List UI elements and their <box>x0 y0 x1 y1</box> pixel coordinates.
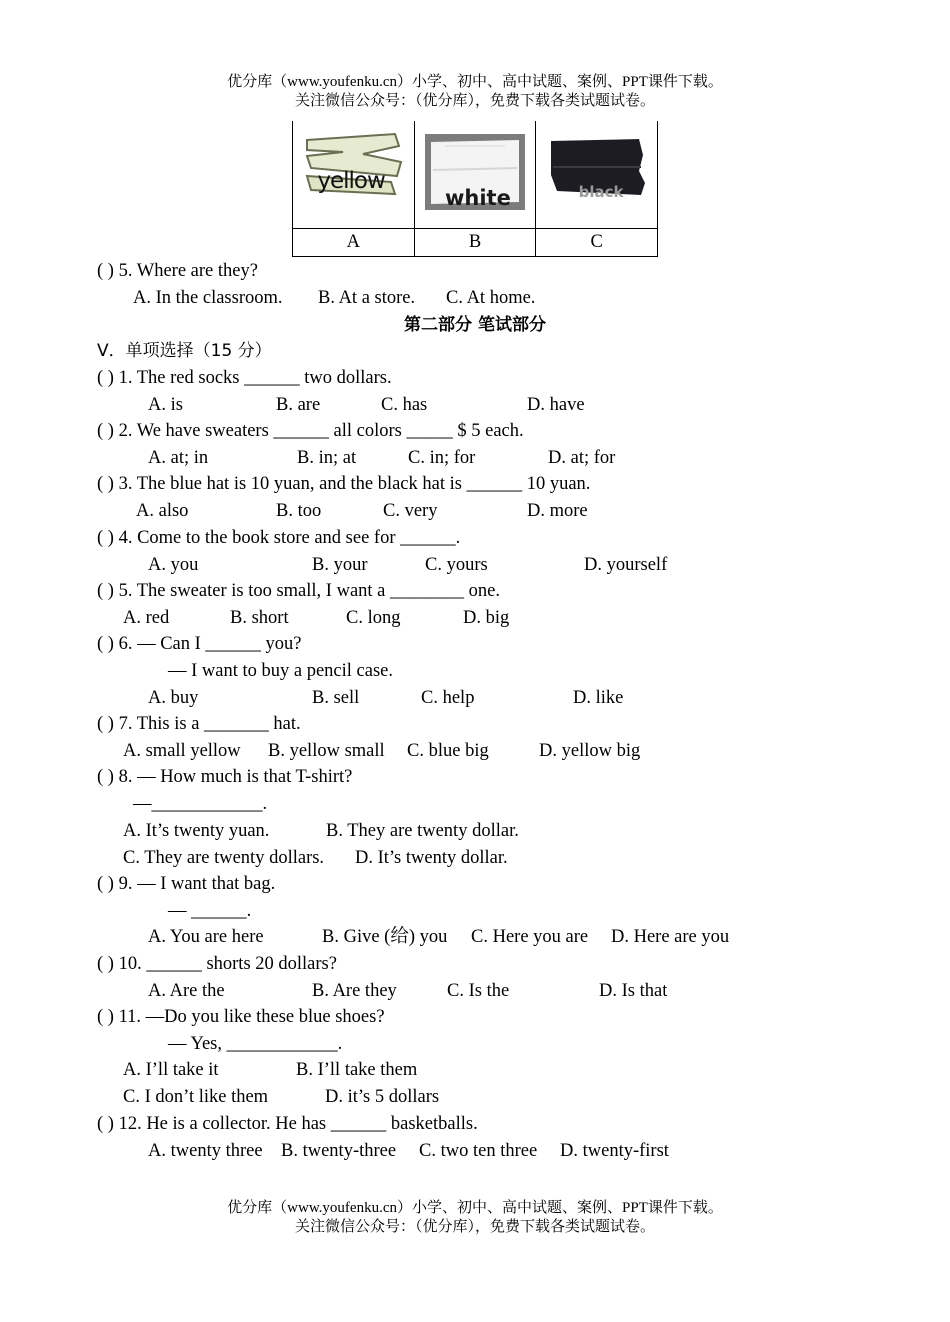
picture-label-a: A <box>293 229 415 257</box>
option-a: A. small yellow <box>123 741 241 761</box>
caption-black: black <box>578 183 624 201</box>
option-b: B. twenty-three <box>281 1141 397 1161</box>
option-c: C. two ten three <box>419 1141 538 1161</box>
option-c: C. They are twenty dollars. <box>123 848 325 868</box>
option-c: C. help <box>421 688 475 708</box>
option-c: C. I don’t like them <box>123 1087 269 1107</box>
option-a: A. is <box>148 395 183 415</box>
option-a: A. twenty three <box>148 1141 263 1161</box>
question-5-stem: ( ) 5. The sweater is too small, I want a ________ one. <box>97 581 500 601</box>
page-footer <box>0 1199 950 1237</box>
option-c: C. blue big <box>407 741 489 761</box>
picture-label-c: C <box>536 229 658 257</box>
page-header <box>0 73 950 111</box>
option-d: D. Here are you <box>611 927 730 947</box>
question-6-stem: ( ) 6. — Can I ______ you? <box>97 634 302 654</box>
clothes-picture-table <box>292 121 658 257</box>
yellow-pants-icon <box>303 132 403 212</box>
option-b: B. your <box>312 555 368 575</box>
question-10-stem: ( ) 10. ______ shorts 20 dollars? <box>97 954 337 974</box>
option-a: A. In the classroom. <box>133 288 283 308</box>
option-d: D. yourself <box>584 555 668 575</box>
option-a: A. buy <box>148 688 199 708</box>
option-a: A. red <box>123 608 170 628</box>
option-b: B. Are they <box>312 981 397 1001</box>
header-line-1: 优分库（www.youfenku.cn）小学、初中、高中试题、案例、PPT课件下载。 <box>227 74 723 90</box>
section-five-heading: Ⅴ．单项选择（15 分） <box>97 341 272 361</box>
footer-line-2: 关注微信公众号：（优分库），免费下载各类试题试卷。 <box>294 1219 655 1235</box>
option-d: D. more <box>527 501 588 521</box>
option-a: A. Are the <box>148 981 225 1001</box>
caption-white: white <box>444 186 511 210</box>
option-d: D. Is that <box>599 981 668 1001</box>
option-c: C. At home. <box>446 288 536 308</box>
option-b: B. yellow small <box>268 741 385 761</box>
picture-cell-a <box>293 121 415 229</box>
option-c: C. has <box>381 395 428 415</box>
option-b: B. They are twenty dollar. <box>326 821 519 841</box>
black-pants-icon <box>547 137 647 207</box>
option-d: D. have <box>527 395 585 415</box>
option-a: A. also <box>136 501 189 521</box>
picture-label-b: B <box>414 229 536 257</box>
option-c: C. Here you are <box>471 927 589 947</box>
option-b: B. too <box>276 501 322 521</box>
caption-yellow: yellow <box>317 168 385 194</box>
option-a: A. you <box>148 555 199 575</box>
question-7-stem: ( ) 7. This is a _______ hat. <box>97 714 301 734</box>
option-c: C. very <box>383 501 438 521</box>
question-9-sub: — ______. <box>168 901 252 921</box>
question-4-stem: ( ) 4. Come to the book store and see for ______. <box>97 528 461 548</box>
option-b: B. Give (给) you <box>322 927 448 947</box>
option-c: C. Is the <box>447 981 510 1001</box>
option-c: C. in; for <box>408 448 476 468</box>
question-8-sub: —____________. <box>133 794 268 814</box>
question-6-sub: — I want to buy a pencil case. <box>168 661 394 681</box>
question-1-stem: ( ) 1. The red socks ______ two dollars. <box>97 368 392 388</box>
white-pants-icon <box>425 134 525 210</box>
option-c: C. yours <box>425 555 488 575</box>
question-11-stem: ( ) 11. —Do you like these blue shoes? <box>97 1007 385 1027</box>
option-d: D. It’s twenty dollar. <box>355 848 508 868</box>
question-2-stem: ( ) 2. We have sweaters ______ all colors _____ $ 5 each. <box>97 421 524 441</box>
question-9-stem: ( ) 9. — I want that bag. <box>97 874 276 894</box>
option-d: D. big <box>463 608 510 628</box>
option-a: A. You are here <box>148 927 264 947</box>
picture-cell-c <box>536 121 658 229</box>
option-a: A. It’s twenty yuan. <box>123 821 270 841</box>
option-d: D. at; for <box>548 448 616 468</box>
option-d: D. like <box>573 688 624 708</box>
option-d: D. yellow big <box>539 741 641 761</box>
option-d: D. twenty-first <box>560 1141 669 1161</box>
question-11-sub: — Yes, ____________. <box>168 1034 343 1054</box>
question-8-stem: ( ) 8. — How much is that T-shirt? <box>97 767 353 787</box>
picture-cell-b <box>414 121 536 229</box>
question-3-stem: ( ) 3. The blue hat is 10 yuan, and the black hat is ______ 10 yuan. <box>97 474 591 494</box>
part-two-title: 第二部分 笔试部分 <box>404 315 546 335</box>
option-b: B. short <box>230 608 289 628</box>
option-b: B. in; at <box>297 448 357 468</box>
option-b: B. are <box>276 395 321 415</box>
footer-line-1: 优分库（www.youfenku.cn）小学、初中、高中试题、案例、PPT课件下载。 <box>227 1200 723 1216</box>
option-a: A. at; in <box>148 448 209 468</box>
option-b: B. sell <box>312 688 360 708</box>
option-b: B. At a store. <box>318 288 416 308</box>
option-d: D. it’s 5 dollars <box>325 1087 440 1107</box>
question-12-stem: ( ) 12. He is a collector. He has ______ basketballs. <box>97 1114 478 1134</box>
option-c: C. long <box>346 608 401 628</box>
listening-q5-stem: ( ) 5. Where are they? <box>97 261 258 281</box>
option-b: B. I’ll take them <box>296 1060 418 1080</box>
header-line-2: 关注微信公众号：（优分库），免费下载各类试题试卷。 <box>294 93 655 109</box>
option-a: A. I’ll take it <box>123 1060 219 1080</box>
